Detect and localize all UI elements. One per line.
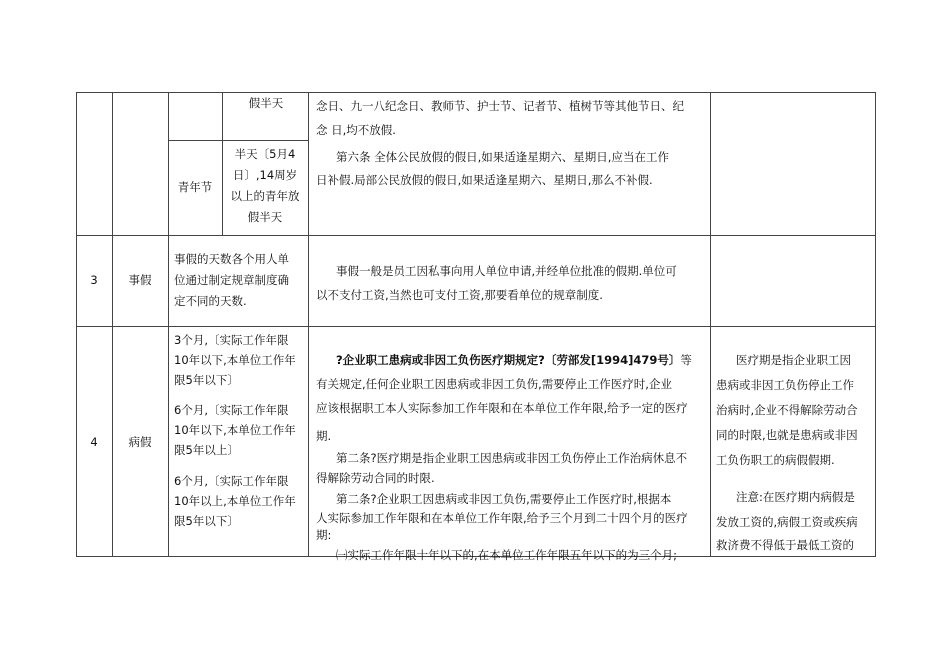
basis-text: 第二条?企业职工因患病或非因工负伤,需要停止工作医疗时,根据本 [336,492,672,506]
note-text: 治病时,企业不得解除劳动合 [716,403,858,417]
leave-rule: 3个月,〔实际工作年限 [174,333,289,347]
leave-rule: 6个月,〔实际工作年限 [174,474,289,488]
basis-text: ㈠实际工作年限十年以下的,在本单位工作年限五年以下的为三个月; [336,548,678,562]
basis-text: 人实际参加工作年限和在本单位工作年限,给予三个月到二十四个月的医疗 [316,511,688,525]
basis-heading [336,349,692,371]
table-rule [76,235,876,236]
table-rule [875,92,876,557]
leave-rule: 10年以下,本单位工作年 [174,423,296,437]
row-number: 4 [90,435,98,449]
table-rule [710,92,711,557]
table-rule [76,92,876,93]
table-rule [76,326,876,327]
note-text: 救济费不得低于最低工资的 [716,538,854,552]
basis-text: 日补假.局部公民放假的假日,如果适逢星期六、星期日,那么不补假. [316,173,653,187]
youth-day-detail: 以上的青年放 [230,189,300,203]
note-text: 注意:在医疗期内病假是 [736,490,855,504]
leave-rule: 限5年以下〕 [174,373,239,387]
note-text: 同的时限,也就是患病或非因 [716,428,858,442]
leave-rule: 位通过制定规章制度确 [174,273,289,287]
basis-text: 得解除劳动合同的时限. [316,471,435,485]
leave-rule: 10年以下,本单位工作年 [174,353,296,367]
basis-text: 念 日,均不放假. [316,123,396,137]
note-text: 医疗期是指企业职工因 [736,353,851,367]
youth-day-detail: 半天〔5月4 [234,147,296,161]
table-rule [168,140,308,141]
table-rule [112,92,113,557]
table-rule [76,92,77,557]
basis-text: 期. [316,429,332,443]
regulation-tail: 等 [680,353,692,367]
table-rule [168,92,169,557]
youth-day-label: 青年节 [177,180,213,194]
basis-text: 应该根据职工本人实际参加工作年限和在本单位工作年限,给予一定的医疗 [316,401,688,415]
leave-rule: 10年以上,本单位工作年 [174,494,296,508]
leave-type: 事假 [128,273,152,287]
sub-top-text: 假半天 [248,96,284,110]
leave-rule: 事假的天数各个用人单 [174,252,289,266]
basis-text: 以不支付工资,当然也可支付工资,那要看单位的规章制度. [316,288,603,302]
basis-text: 第二条?医疗期是指企业职工因患病或非因工负伤停止工作治病休息不 [336,451,688,465]
note-text: 工负伤职工的病假假期. [716,453,835,467]
note-text: 患病或非因工负伤停止工作 [716,378,854,392]
leave-rule: 限5年以下〕 [174,514,239,528]
leave-rule: 6个月,〔实际工作年限 [174,403,289,417]
table-rule [308,92,309,557]
leave-rule: 限5年以上〕 [174,443,239,457]
note-text: 发放工资的,病假工资或疾病 [716,515,858,529]
regulation-title: ?企业职工患病或非因工负伤医疗期规定?〔劳部发[1994]479号〕 [336,353,681,367]
basis-text: 事假一般是员工因私事向用人单位申请,并经单位批准的假期.单位可 [336,264,677,278]
basis-text: 有关规定,任何企业职工因患病或非因工负伤,需要停止工作医疗时,企业 [316,377,672,391]
leave-rule: 定不同的天数. [174,294,247,308]
leave-type: 病假 [128,435,152,449]
row-number: 3 [90,273,98,287]
basis-text: 期: [316,528,332,542]
basis-text: 念日、九一八纪念日、教师节、护士节、记者节、植树节等其他节日、纪 [316,99,684,113]
youth-day-detail: 日〕,14周岁 [232,168,298,182]
youth-day-detail: 假半天 [247,210,283,224]
basis-text: 第六条 全体公民放假的假日,如果适逢星期六、星期日,应当在工作 [336,150,669,164]
